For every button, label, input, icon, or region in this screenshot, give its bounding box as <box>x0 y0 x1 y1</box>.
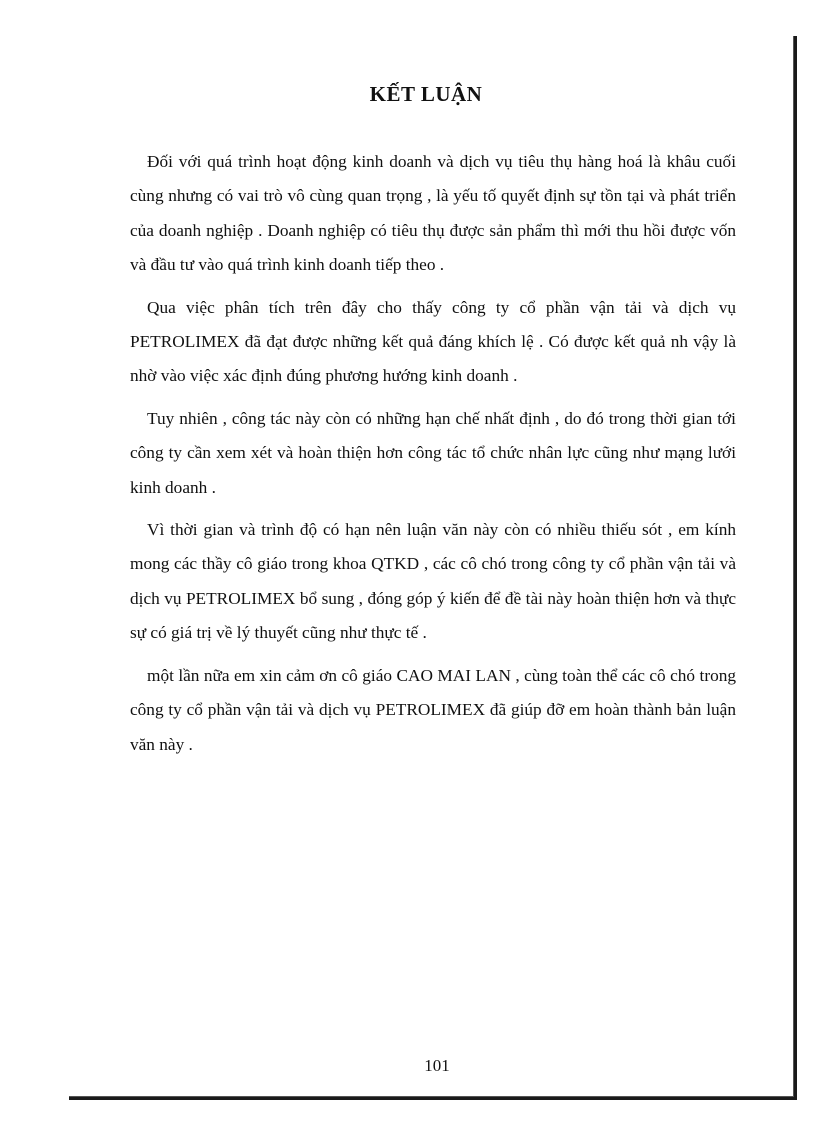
paragraph-2: Qua việc phân tích trên đây cho thấy công ty cổ phần vận tải và dịch vụ PETROLIMEX đã đạt được những kết quả đáng khích lệ . Có được kết quả nh vậy là nhờ vào việc xác định đúng phương hướng kinh doanh . <box>130 297 736 386</box>
paragraph-3: Tuy nhiên , công tác này còn có những hạn chế nhất định , do đó trong thời gian tới công ty cần xem xét và hoàn thiện hơn công tác tổ chức nhân lực cũng như mạng lưới kinh doanh . <box>130 408 736 497</box>
paragraph-5: một lần nữa em xin cảm ơn cô giáo CAO MAI LAN , cùng toàn thể các cô chó trong công ty cổ phần vận tải và dịch vụ PETROLIMEX đã giúp đỡ em hoàn thành bản luận văn này . <box>130 665 736 754</box>
page-number: 101 <box>424 1056 450 1075</box>
paragraph-4: Vì thời gian và trình độ có hạn nên luận văn này còn có nhiều thiếu sót , em kính mong các thầy cô giáo trong khoa QTKD , các cô chó trong công ty cổ phần vận tải và dịch vụ PETROLIMEX bổ sung , đóng góp ý kiến để đề tài này hoàn thiện hơn và thực sự có giá trị về lý thuyết cũng như thực tế . <box>130 520 736 643</box>
body-text <box>130 145 736 770</box>
page-title: KẾT LUẬN <box>369 82 483 106</box>
paragraph-1: Đối với quá trình hoạt động kinh doanh và dịch vụ tiêu thụ hàng hoá là khâu cuối cùng nhưng có vai trò vô cùng quan trọng , là yếu tố quyết định sự tồn tại và phát triển của doanh nghiệp . Doanh nghiệp có tiêu thụ được sản phẩm thì mới thu hồi được vốn và đầu tư vào quá trình kinh doanh tiếp theo . <box>130 152 736 275</box>
